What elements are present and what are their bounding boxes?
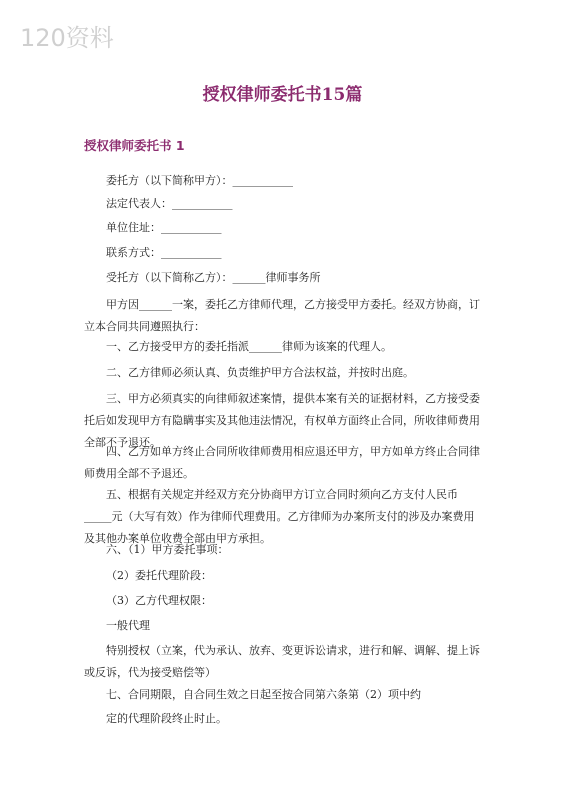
- paragraph-intro: 甲方因______一案，委托乙方律师代理，乙方接受甲方委托。经双方协商，订立本合同共同遵照执行：: [84, 298, 480, 333]
- paragraph-clause-4: 四、乙方如单方终止合同所收律师费用相应退还甲方，甲方如单方终止合同律师费用全部不予退还。: [84, 445, 480, 480]
- paragraph-trustee: 受托方（以下简称乙方）：______律师事务所: [106, 271, 321, 284]
- watermark: 120资料: [20, 24, 114, 52]
- paragraph-address: 单位住址：___________: [106, 221, 222, 234]
- paragraph-clause-7-end: 定的代理阶段终止时止。: [106, 712, 227, 725]
- paragraph-clause-7: 七、合同期限，自合同生效之日起至按合同第六条第（2）项中约: [106, 688, 421, 701]
- paragraph-general-agency: 一般代理: [106, 619, 150, 632]
- paragraph-legal-rep: 法定代表人：___________: [106, 197, 233, 210]
- paragraph-clause-6-2: （2）委托代理阶段：: [106, 569, 212, 582]
- paragraph-clause-3: 三、甲方必须真实的向律师叙述案情，提供本案有关的证据材料，乙方接受委托后如发现甲方有隐瞒事实及其他违法情况，有权单方面终止合同，所收律师费用全部不予退还。: [84, 392, 480, 449]
- document-title: 授权律师委托书15篇: [202, 85, 363, 105]
- paragraph-clause-6: 六、（1）甲方委托事项：: [106, 543, 229, 556]
- paragraph-clause-2: 二、乙方律师必须认真、负责维护甲方合法权益，并按时出庭。: [106, 366, 414, 379]
- paragraph-special-authorization: 特别授权（立案，代为承认、放弃、变更诉讼请求，进行和解、调解、提上诉或反诉，代为接受赔偿等）: [84, 644, 480, 679]
- paragraph-contact: 联系方式：___________: [106, 246, 222, 259]
- paragraph-client: 委托方（以下简称甲方）：___________: [106, 174, 293, 187]
- paragraph-clause-5: 五、根据有关规定并经双方充分协商甲方订立合同时须向乙方支付人民币_____元（大写有效）作为律师代理费用。乙方律师为办案所支付的涉及办案费用及其他办案单位收费全部由甲方承担。: [84, 488, 475, 545]
- paragraph-clause-1: 一、乙方接受甲方的委托指派______律师为该案的代理人。: [106, 340, 392, 353]
- paragraph-clause-6-3: （3）乙方代理权限：: [106, 594, 212, 607]
- section-title: 授权律师委托书 1: [84, 138, 185, 153]
